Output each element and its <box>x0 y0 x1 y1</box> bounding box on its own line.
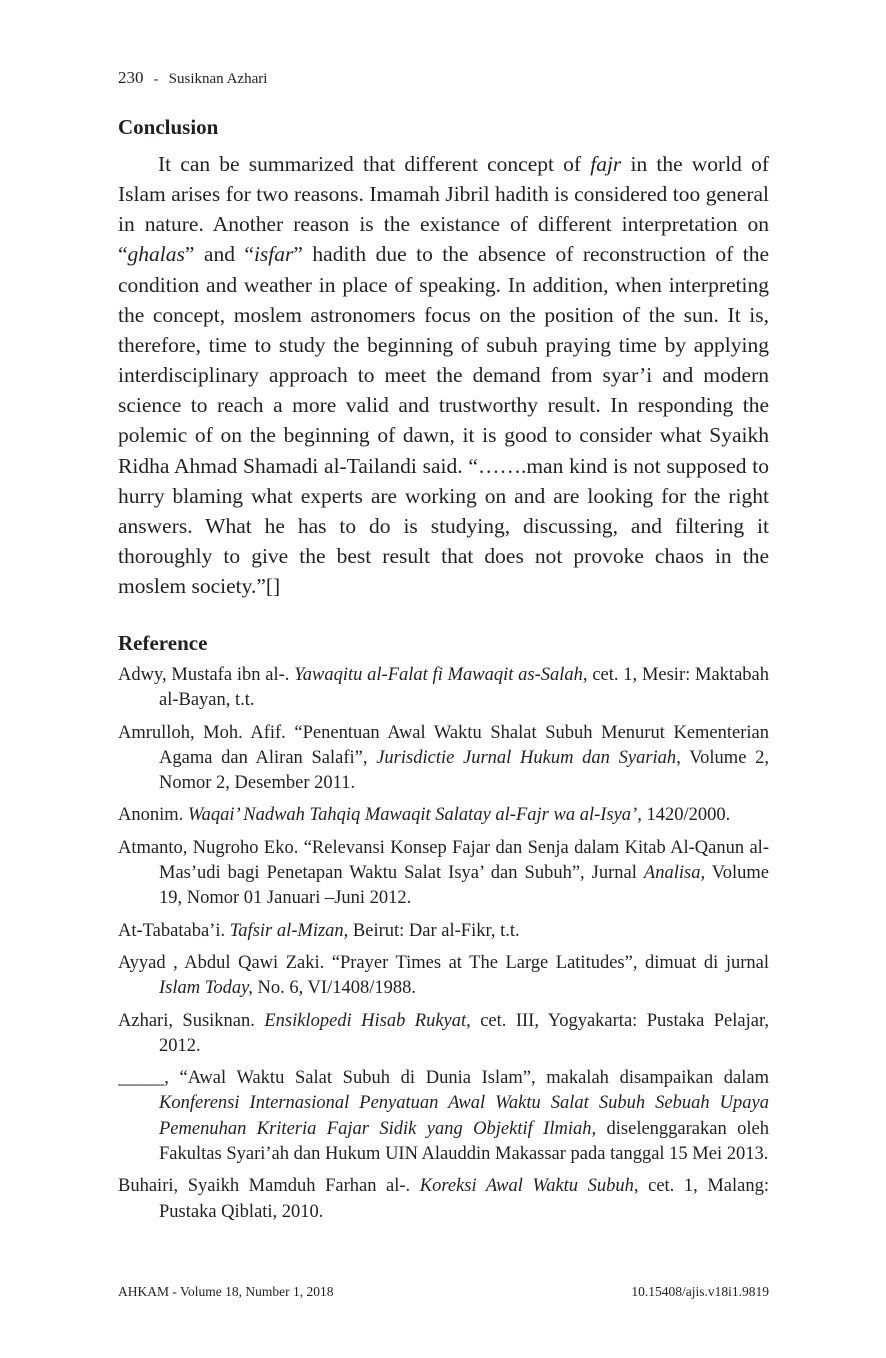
reference-details: 1420/2000. <box>641 805 731 826</box>
footer-journal: AHKAM - Volume 18, Number 1, 2018 <box>118 1284 334 1299</box>
reference-title: Ensiklopedi Hisab Rukyat, <box>264 1010 471 1031</box>
reference-author: At-Tabataba’i. <box>118 920 230 941</box>
conclusion-italic-3: isfar <box>253 242 294 267</box>
conclusion-heading: Conclusion <box>118 115 219 139</box>
reference-title: Koreksi Awal Waktu Subuh <box>419 1176 634 1197</box>
reference-entry <box>118 803 769 828</box>
reference-title: Jurisdictie Jurnal Hukum dan Syariah <box>376 747 677 768</box>
conclusion-text-1: It can be summarized that different concept of <box>158 152 591 176</box>
page-number: 230 <box>118 68 144 87</box>
conclusion-text-2: in the world of Islam arises for two reasons. Imamah Jibril hadith is considered too general in nature. Another reason is the existance of different interpretation on “ <box>118 152 770 267</box>
reference-list <box>118 663 769 1232</box>
reference-title: Yawaqitu al-Falat fi Mawaqit as-Salah <box>294 665 583 685</box>
reference-entry <box>118 1009 769 1060</box>
reference-title: Tafsir al-Mizan <box>229 920 344 941</box>
conclusion-italic-2: ghalas <box>127 242 185 267</box>
reference-details: diselenggarakan oleh Fakultas Syari’ah dan Hukum UIN Alauddin Makassar pada tanggal 15 Mei 2013. <box>159 1118 770 1165</box>
reference-author: Ayyad , Abdul Qawi Zaki. “Prayer Times at The Large Latitudes”, dimuat di jurnal <box>118 952 769 973</box>
document-page <box>118 0 769 1358</box>
reference-title: Waqai’ Nadwah Tahqiq Mawaqit Salatay al-Fajr wa al-Isya’, <box>187 805 642 826</box>
reference-entry <box>118 836 769 912</box>
reference-heading: Reference <box>118 631 208 655</box>
reference-title: Konferensi Internasional Penyatuan Awal Waktu Salat Subuh Sebuah Upaya Pemenuhan Kriteria Fajar Sidik yang Objektif Ilmiah, <box>159 1093 769 1139</box>
reference-author: Azhari, Susiknan. <box>118 1010 265 1031</box>
reference-author: Atmanto, Nugroho Eko. “Relevansi Konsep Fajar dan Senja dalam Kitab Al-Qanun al-Mas’udi bagi Penetapan Waktu Salat Isya’ dan Subuh”, Jurnal <box>118 837 769 884</box>
reference-author: Amrulloh, Moh. Afif. “Penentuan Awal Waktu Shalat Subuh Menurut Kementerian Agama dan Aliran Salafi”, <box>118 722 769 768</box>
reference-entry <box>118 951 769 1002</box>
reference-author: Adwy, Mustafa ibn al-. <box>118 665 295 685</box>
reference-details: cet. III, Yogyakarta: Pustaka Pelajar, 2012. <box>159 1010 769 1056</box>
reference-details: , cet. 1, Mesir: Maktabah al-Bayan, t.t. <box>159 665 769 711</box>
running-header-author: Susiknan Azhari <box>168 71 268 87</box>
reference-details: Volume 19, Nomor 01 Januari –Juni 2012. <box>159 863 769 909</box>
reference-entry <box>118 1066 769 1167</box>
conclusion-paragraph <box>118 149 769 601</box>
footer-doi: 10.15408/ajis.v18i1.9819 <box>631 1284 769 1299</box>
reference-entry <box>118 1174 769 1225</box>
running-header <box>118 66 267 92</box>
conclusion-italic-1: fajr <box>590 152 622 176</box>
conclusion-text-3: ” and “ <box>184 242 254 267</box>
reference-title: Islam Today, <box>159 978 253 999</box>
reference-details: , Beirut: Dar al-Fikr, t.t. <box>343 920 520 941</box>
reference-author: Buhairi, Syaikh Mamduh Farhan al-. <box>118 1176 420 1197</box>
reference-author: Anonim. <box>118 805 188 826</box>
reference-entry <box>118 919 769 944</box>
reference-details: , Volume 2, Nomor 2, Desember 2011. <box>159 747 769 794</box>
reference-entry <box>118 663 769 714</box>
conclusion-text-4: ” hadith due to the absence of reconstruction of the condition and weather in place of speaking. In addition, when interpreting the concept, moslem astronomers focus on the position of the sun. It is, therefore, time to study the beginning of subuh praying time by applying interdisciplinary approach to meet the demand from syar’i and modern science to reach a more valid and trustworthy result. In responding the polemic of on the beginning of dawn, it is good to consider what Syaikh Ridha Ahmad Shamadi al-Tailandi said. “…….man kind is not supposed to hurry blaming what experts are working on and are looking for the right answers. What he has to do is studying, discussing, and filtering it thoroughly to give the best result that does not provoke chaos in the moslem society.”[] <box>118 242 769 599</box>
reference-author: _____, “Awal Waktu Salat Subuh di Dunia Islam”, makalah disampaikan dalam <box>118 1068 769 1089</box>
reference-entry <box>118 721 769 797</box>
reference-title: Analisa, <box>643 863 706 884</box>
header-separator: - <box>153 72 159 87</box>
reference-details: No. 6, VI/1408/1988. <box>252 978 416 999</box>
reference-details: , cet. 1, Malang: Pustaka Qiblati, 2010. <box>159 1176 769 1222</box>
